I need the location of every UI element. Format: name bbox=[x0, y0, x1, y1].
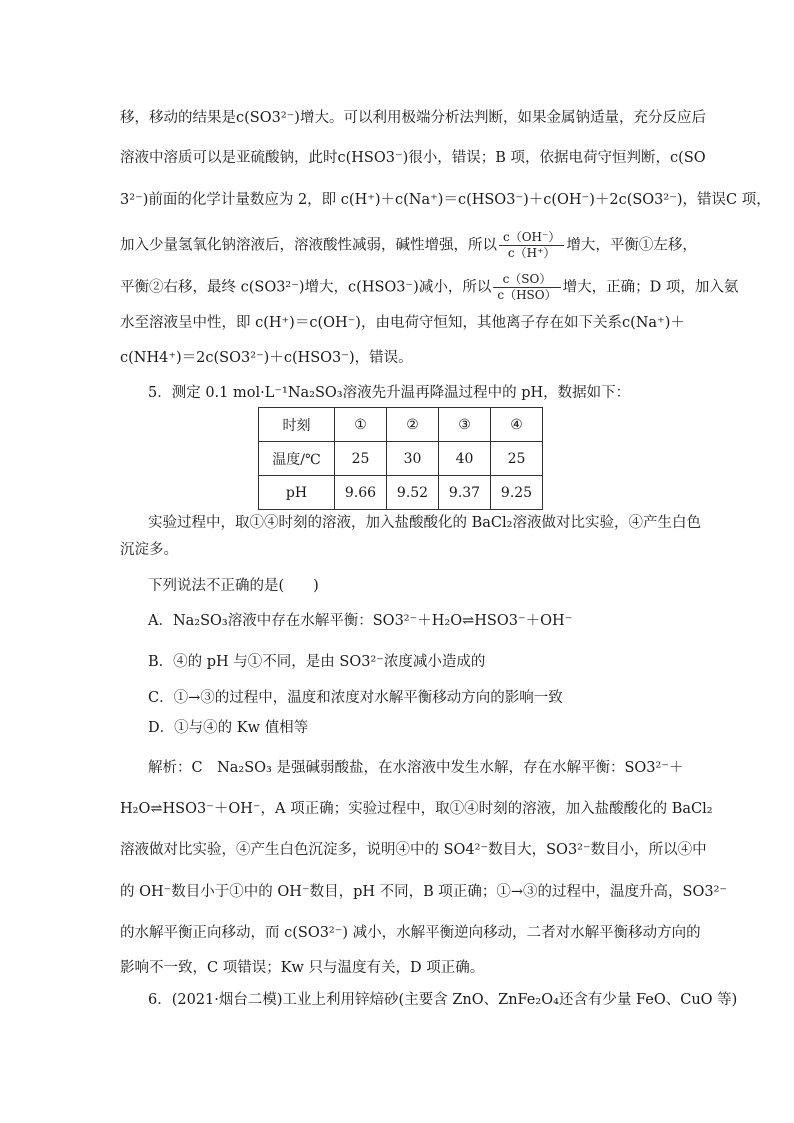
table-cell: 9.52 bbox=[387, 476, 439, 510]
text-line-with-fraction bbox=[120, 272, 738, 303]
text-segment: 加入少量氢氧化钠溶液后，溶液酸性减弱，碱性增强，所以 bbox=[120, 237, 497, 254]
table-cell: 9.66 bbox=[335, 476, 387, 510]
text-segment: 平衡②右移，最终 c(SO3²⁻)增大，c(HSO3⁻)减小，所以 bbox=[120, 279, 492, 296]
analysis-text: 解析：C Na₂SO₃ 是强碱弱酸盐，在水溶液中发生水解，存在水解平衡：SO3²⁻＋ bbox=[148, 760, 684, 776]
fraction-denominator: c（HSO） bbox=[497, 288, 557, 302]
table-cell: ① bbox=[335, 408, 387, 442]
fraction-numerator: c（OH⁻） bbox=[499, 230, 564, 246]
text-line: 3²⁻)前面的化学计量数应为 2，即 c(H⁺)＋c(Na⁺)＝c(HSO3⁻)＋c(OH⁻)＋2c(SO3²⁻)，错误C 项， bbox=[120, 192, 771, 208]
table-cell: ② bbox=[387, 408, 439, 442]
ph-data-table bbox=[258, 407, 543, 510]
question-5-stem: 5．测定 0.1 mol·L⁻¹Na₂SO₃溶液先升温再降温过程中的 pH，数据如下： bbox=[148, 385, 631, 401]
text-line: 移，移动的结果是c(SO3²⁻)增大。可以利用极端分析法判断，如果金属钠适量，充分反应后 bbox=[120, 110, 706, 126]
analysis-text: 的水解平衡正向移动，而 c(SO3²⁻) 减小，水解平衡逆向移动，二者对水解平衡移动方向的 bbox=[120, 925, 701, 941]
table-cell: 时刻 bbox=[259, 408, 335, 442]
option-d: D．①与④的 Kw 值相等 bbox=[148, 720, 309, 736]
table-cell: 温度/℃ bbox=[259, 442, 335, 476]
question-6-stem: 6．(2021·烟台二模)工业上利用锌焙砂(主要含 ZnO、ZnFe₂O₄还含有少量 FeO、CuO 等) bbox=[148, 992, 738, 1008]
fraction-denominator: c（H⁺） bbox=[507, 246, 556, 260]
table-cell: 30 bbox=[387, 442, 439, 476]
analysis-text: 影响不一致，C 项错误；Kw 只与温度有关，D 项正确。 bbox=[120, 960, 485, 976]
table-cell: 9.25 bbox=[491, 476, 543, 510]
text-line: 溶液中溶质可以是亚硫酸钠，此时c(HSO3⁻)很小，错误；B 项，依据电荷守恒判断，c(SO bbox=[120, 150, 706, 166]
table-cell: 25 bbox=[491, 442, 543, 476]
question-prompt: 下列说法不正确的是( ) bbox=[148, 578, 319, 594]
table-cell: ④ bbox=[491, 408, 543, 442]
table-cell: 9.37 bbox=[439, 476, 491, 510]
analysis-text: 的 OH⁻数目小于①中的 OH⁻数目，pH 不同，B 项正确；①→③的过程中，温度升高，SO3²⁻ bbox=[120, 884, 728, 900]
analysis-text: H₂O⇌HSO3⁻＋OH⁻，A 项正确；实验过程中，取①④时刻的溶液，加入盐酸酸化的 BaCl₂ bbox=[120, 801, 713, 817]
fraction-numerator: c（SO） bbox=[493, 272, 560, 288]
table-cell: 25 bbox=[335, 442, 387, 476]
table-row bbox=[259, 408, 543, 442]
text-line: 沉淀多。 bbox=[120, 542, 178, 558]
text-segment: 增大，平衡①左移， bbox=[566, 237, 697, 254]
analysis-text: 溶液做对比实验，④产生白色沉淀多，说明④中的 SO4²⁻数目大，SO3²⁻数目小，所以④中 bbox=[120, 842, 707, 858]
table-cell: pH bbox=[259, 476, 335, 510]
table-cell: 40 bbox=[439, 442, 491, 476]
table-row bbox=[259, 476, 543, 510]
fraction-so-over-hso bbox=[493, 272, 560, 303]
table-cell: ③ bbox=[439, 408, 491, 442]
option-c: C．①→③的过程中，温度和浓度对水解平衡移动方向的影响一致 bbox=[148, 690, 563, 706]
text-segment: 增大，正确；D 项，加入氨 bbox=[562, 279, 739, 296]
text-line-with-fraction bbox=[120, 230, 697, 261]
option-b: B．④的 pH 与①不同，是由 SO3²⁻浓度减小造成的 bbox=[148, 654, 486, 670]
text-line: 实验过程中，取①④时刻的溶液，加入盐酸酸化的 BaCl₂溶液做对比实验，④产生白色 bbox=[148, 515, 701, 531]
option-a: A．Na₂SO₃溶液中存在水解平衡：SO3²⁻＋H₂O⇌HSO3⁻＋OH⁻ bbox=[148, 613, 573, 629]
fraction-oh-over-h bbox=[499, 230, 564, 261]
table-row bbox=[259, 442, 543, 476]
text-line: 水至溶液呈中性，即 c(H⁺)＝c(OH⁻)，由电荷守恒知，其他离子存在如下关系c(Na⁺)＋ bbox=[120, 315, 685, 331]
text-line: c(NH4⁺)＝2c(SO3²⁻)＋c(HSO3⁻)，错误。 bbox=[120, 350, 413, 366]
